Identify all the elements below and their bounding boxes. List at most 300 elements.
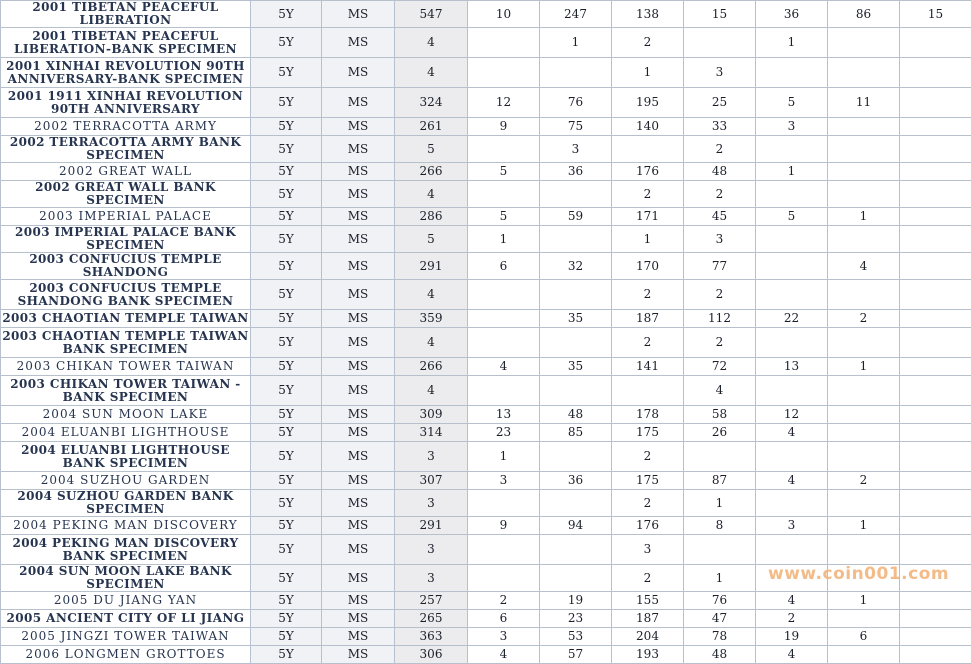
grade-count-cell: 1 [828,517,900,535]
grade-type-cell: MS [322,58,395,88]
denomination-cell: 5Y [251,328,322,358]
grade-count-cell [468,136,540,163]
grade-count-cell [612,376,684,406]
table-row [1,280,971,310]
grade-count-cell [900,28,971,58]
grade-count-cell: 1 [612,226,684,253]
grade-count-cell: 1 [468,442,540,472]
denomination-cell: 5Y [251,406,322,424]
coin-name-cell: 2001 1911 XINHAI REVOLUTION 90TH ANNIVERSARY [1,88,251,118]
table-row [1,181,971,208]
grade-count-cell [756,328,828,358]
grade-count-cell: 13 [756,358,828,376]
grade-count-cell [900,253,971,280]
grade-count-cell: 85 [540,424,612,442]
total-cell: 359 [395,310,468,328]
grade-count-cell: 1 [540,28,612,58]
coin-name-cell: 2003 CHAOTIAN TEMPLE TAIWAN BANK SPECIMEN [1,328,251,358]
grade-count-cell: 76 [540,88,612,118]
table-row [1,406,971,424]
coin-name-cell: 2003 IMPERIAL PALACE [1,208,251,226]
denomination-cell: 5Y [251,490,322,517]
grade-count-cell: 2 [756,610,828,628]
grade-count-cell [900,628,971,646]
grade-count-cell: 178 [612,406,684,424]
grade-count-cell: 2 [612,280,684,310]
watermark: www.coin001.com [768,564,949,584]
coin-name-cell: 2005 DU JIANG YAN [1,592,251,610]
grade-count-cell [468,376,540,406]
table-row [1,28,971,58]
grade-type-cell: MS [322,424,395,442]
grade-count-cell [756,442,828,472]
grade-count-cell: 58 [684,406,756,424]
table-row [1,376,971,406]
grade-type-cell: MS [322,535,395,565]
coin-name-cell: 2003 CHAOTIAN TEMPLE TAIWAN [1,310,251,328]
grade-count-cell: 1 [684,490,756,517]
denomination-cell: 5Y [251,646,322,664]
grade-count-cell: 2 [828,310,900,328]
grade-count-cell: 4 [828,253,900,280]
grade-type-cell: MS [322,376,395,406]
total-cell: 3 [395,442,468,472]
denomination-cell: 5Y [251,310,322,328]
grade-count-cell [756,280,828,310]
grade-count-cell: 4 [756,646,828,664]
denomination-cell: 5Y [251,226,322,253]
total-cell: 266 [395,163,468,181]
grade-count-cell [468,535,540,565]
grade-count-cell: 1 [612,58,684,88]
table-row [1,592,971,610]
grade-count-cell [540,280,612,310]
total-cell: 291 [395,253,468,280]
grade-type-cell: MS [322,226,395,253]
grade-count-cell [900,181,971,208]
grade-count-cell [900,424,971,442]
total-cell: 265 [395,610,468,628]
grade-count-cell [756,58,828,88]
total-cell: 324 [395,88,468,118]
grade-count-cell [900,610,971,628]
denomination-cell: 5Y [251,208,322,226]
grade-count-cell: 2 [684,136,756,163]
grade-type-cell: MS [322,280,395,310]
grade-count-cell: 48 [684,163,756,181]
grade-type-cell: MS [322,118,395,136]
table-row [1,253,971,280]
grade-count-cell: 187 [612,610,684,628]
grade-count-cell [756,490,828,517]
grade-type-cell: MS [322,610,395,628]
grade-count-cell [828,406,900,424]
grade-count-cell [900,136,971,163]
grade-count-cell: 175 [612,424,684,442]
total-cell: 363 [395,628,468,646]
grade-count-cell [540,328,612,358]
table-row [1,58,971,88]
grade-count-cell: 15 [684,1,756,28]
total-cell: 5 [395,136,468,163]
grade-count-cell [468,310,540,328]
grade-count-cell [756,253,828,280]
grade-count-cell: 4 [684,376,756,406]
grade-count-cell: 1 [756,28,828,58]
total-cell: 261 [395,118,468,136]
grade-count-cell [828,610,900,628]
denomination-cell: 5Y [251,535,322,565]
grade-count-cell [900,280,971,310]
coin-name-cell: 2004 ELUANBI LIGHTHOUSE BANK SPECIMEN [1,442,251,472]
coin-name-cell: 2002 TERRACOTTA ARMY [1,118,251,136]
grade-count-cell [900,163,971,181]
coin-name-cell: 2006 LONGMEN GROTTOES [1,646,251,664]
grade-count-cell: 23 [540,610,612,628]
total-cell: 5 [395,226,468,253]
grade-count-cell [756,136,828,163]
grade-count-cell: 48 [540,406,612,424]
grade-count-cell [900,358,971,376]
total-cell: 314 [395,424,468,442]
grade-count-cell: 19 [540,592,612,610]
grade-type-cell: MS [322,646,395,664]
grade-count-cell: 47 [684,610,756,628]
grade-count-cell [468,490,540,517]
coin-name-cell: 2004 SUZHOU GARDEN [1,472,251,490]
grade-type-cell: MS [322,406,395,424]
grade-count-cell [828,376,900,406]
grade-count-cell: 5 [756,88,828,118]
denomination-cell: 5Y [251,58,322,88]
grade-count-cell [828,163,900,181]
total-cell: 4 [395,28,468,58]
grade-count-cell: 9 [468,517,540,535]
coin-name-cell: 2004 PEKING MAN DISCOVERY BANK SPECIMEN [1,535,251,565]
denomination-cell: 5Y [251,1,322,28]
grade-count-cell: 59 [540,208,612,226]
grade-type-cell: MS [322,310,395,328]
grade-type-cell: MS [322,565,395,592]
grade-count-cell: 3 [684,226,756,253]
grade-count-cell: 175 [612,472,684,490]
grade-count-cell: 3 [684,58,756,88]
denomination-cell: 5Y [251,517,322,535]
grade-count-cell: 5 [468,208,540,226]
grade-count-cell: 2 [612,565,684,592]
grade-count-cell: 23 [468,424,540,442]
grade-count-cell: 4 [756,592,828,610]
grade-count-cell: 3 [468,628,540,646]
grade-count-cell: 6 [828,628,900,646]
grade-count-cell [540,226,612,253]
grade-count-cell: 2 [468,592,540,610]
grade-type-cell: MS [322,136,395,163]
grade-count-cell [828,280,900,310]
grade-count-cell: 171 [612,208,684,226]
grade-count-cell: 86 [828,1,900,28]
grade-count-cell [900,406,971,424]
grade-count-cell [540,535,612,565]
grade-count-cell [900,328,971,358]
grade-count-cell [828,490,900,517]
grade-count-cell: 1 [828,592,900,610]
denomination-cell: 5Y [251,88,322,118]
grade-count-cell [540,58,612,88]
coin-name-cell: 2002 GREAT WALL [1,163,251,181]
denomination-cell: 5Y [251,136,322,163]
coin-name-cell: 2005 JINGZI TOWER TAIWAN [1,628,251,646]
grade-count-cell [540,181,612,208]
grade-count-cell: 45 [684,208,756,226]
denomination-cell: 5Y [251,442,322,472]
table-row [1,535,971,565]
grade-count-cell: 77 [684,253,756,280]
grade-type-cell: MS [322,181,395,208]
grade-count-cell [900,208,971,226]
grade-count-cell [900,517,971,535]
total-cell: 3 [395,565,468,592]
grade-count-cell: 140 [612,118,684,136]
grade-type-cell: MS [322,517,395,535]
grade-count-cell: 78 [684,628,756,646]
table-row [1,328,971,358]
total-cell: 266 [395,358,468,376]
coin-name-cell: 2003 CHIKAN TOWER TAIWAN [1,358,251,376]
grade-count-cell: 247 [540,1,612,28]
grade-count-cell [828,58,900,88]
table-row [1,490,971,517]
grade-type-cell: MS [322,592,395,610]
grade-count-cell [900,226,971,253]
denomination-cell: 5Y [251,163,322,181]
grade-count-cell [900,592,971,610]
grade-count-cell: 5 [756,208,828,226]
grade-count-cell: 25 [684,88,756,118]
grade-count-cell: 19 [756,628,828,646]
grade-count-cell: 87 [684,472,756,490]
grade-count-cell [540,376,612,406]
grade-count-cell: 26 [684,424,756,442]
table-row [1,628,971,646]
denomination-cell: 5Y [251,118,322,136]
total-cell: 3 [395,535,468,565]
grade-count-cell: 2 [612,490,684,517]
grade-count-cell: 1 [684,565,756,592]
total-cell: 4 [395,328,468,358]
total-cell: 4 [395,376,468,406]
grade-count-cell: 1 [828,358,900,376]
grade-count-cell: 112 [684,310,756,328]
denomination-cell: 5Y [251,565,322,592]
grade-count-cell: 2 [612,442,684,472]
grade-count-cell: 1 [468,226,540,253]
grade-type-cell: MS [322,253,395,280]
grade-count-cell [468,28,540,58]
total-cell: 286 [395,208,468,226]
grade-count-cell [828,442,900,472]
grade-type-cell: MS [322,28,395,58]
grade-count-cell [468,58,540,88]
total-cell: 257 [395,592,468,610]
grade-count-cell [900,490,971,517]
grade-count-cell: 141 [612,358,684,376]
table-row [1,88,971,118]
grade-count-cell [612,136,684,163]
grade-count-cell: 4 [756,424,828,442]
grade-count-cell [828,136,900,163]
grade-count-cell: 3 [612,535,684,565]
grade-count-cell [756,226,828,253]
coin-name-cell: 2003 CONFUCIUS TEMPLE SHANDONG BANK SPECIMEN [1,280,251,310]
grade-count-cell: 3 [756,118,828,136]
table-row [1,310,971,328]
denomination-cell: 5Y [251,472,322,490]
table-row [1,163,971,181]
total-cell: 4 [395,280,468,310]
denomination-cell: 5Y [251,253,322,280]
denomination-cell: 5Y [251,592,322,610]
table-row [1,136,971,163]
grade-count-cell: 2 [684,280,756,310]
grade-count-cell [828,118,900,136]
grade-count-cell [540,565,612,592]
grade-count-cell: 6 [468,253,540,280]
coin-name-cell: 2001 TIBETAN PEACEFUL LIBERATION [1,1,251,28]
coin-name-cell: 2003 CONFUCIUS TEMPLE SHANDONG [1,253,251,280]
grade-count-cell [900,376,971,406]
grade-count-cell [828,28,900,58]
coin-name-cell: 2004 SUN MOON LAKE [1,406,251,424]
coin-name-cell: 2002 GREAT WALL BANK SPECIMEN [1,181,251,208]
grade-count-cell: 2 [612,328,684,358]
grade-type-cell: MS [322,628,395,646]
coin-name-cell: 2003 CHIKAN TOWER TAIWAN - BANK SPECIMEN [1,376,251,406]
grade-count-cell: 72 [684,358,756,376]
grade-count-cell: 4 [468,358,540,376]
grade-count-cell [468,328,540,358]
table-row [1,610,971,628]
coin-name-cell: 2001 XINHAI REVOLUTION 90TH ANNIVERSARY-BANK SPECIMEN [1,58,251,88]
coin-name-cell: 2004 SUN MOON LAKE BANK SPECIMEN [1,565,251,592]
grade-count-cell: 48 [684,646,756,664]
grade-type-cell: MS [322,163,395,181]
grade-count-cell: 13 [468,406,540,424]
grade-count-cell [468,181,540,208]
grade-count-cell: 2 [612,181,684,208]
grade-count-cell: 8 [684,517,756,535]
grade-count-cell: 155 [612,592,684,610]
grade-type-cell: MS [322,328,395,358]
grade-count-cell: 187 [612,310,684,328]
total-cell: 3 [395,490,468,517]
grade-type-cell: MS [322,490,395,517]
grade-count-cell [900,646,971,664]
table-row [1,208,971,226]
grade-count-cell: 53 [540,628,612,646]
grade-type-cell: MS [322,442,395,472]
total-cell: 4 [395,181,468,208]
grade-type-cell: MS [322,88,395,118]
coin-name-cell: 2001 TIBETAN PEACEFUL LIBERATION-BANK SPECIMEN [1,28,251,58]
denomination-cell: 5Y [251,181,322,208]
grade-count-cell: 1 [756,163,828,181]
grade-count-cell: 1 [828,208,900,226]
grade-count-cell [684,442,756,472]
table-row [1,118,971,136]
grade-count-cell [900,535,971,565]
grade-count-cell: 11 [828,88,900,118]
grade-count-cell: 193 [612,646,684,664]
grade-count-cell: 36 [540,163,612,181]
table-row [1,472,971,490]
grade-count-cell [900,310,971,328]
grade-type-cell: MS [322,1,395,28]
coin-name-cell: 2004 SUZHOU GARDEN BANK SPECIMEN [1,490,251,517]
table-row [1,424,971,442]
grade-count-cell: 170 [612,253,684,280]
grade-count-cell [540,490,612,517]
grade-count-cell [828,535,900,565]
grade-count-cell [756,376,828,406]
grade-count-cell: 5 [468,163,540,181]
denomination-cell: 5Y [251,376,322,406]
grade-count-cell: 57 [540,646,612,664]
total-cell: 4 [395,58,468,88]
table-row [1,517,971,535]
grade-count-cell: 2 [684,328,756,358]
table-row [1,358,971,376]
grade-count-cell [900,472,971,490]
grade-count-cell: 3 [540,136,612,163]
grade-count-cell: 75 [540,118,612,136]
denomination-cell: 5Y [251,280,322,310]
grade-count-cell: 12 [756,406,828,424]
grade-count-cell: 15 [900,1,971,28]
grade-count-cell: 138 [612,1,684,28]
grade-count-cell: 3 [756,517,828,535]
grade-count-cell: 12 [468,88,540,118]
total-cell: 307 [395,472,468,490]
grade-count-cell: 33 [684,118,756,136]
grade-count-cell: 76 [684,592,756,610]
total-cell: 291 [395,517,468,535]
table-row [1,646,971,664]
grade-count-cell: 195 [612,88,684,118]
grade-count-cell [828,328,900,358]
grade-count-cell: 36 [756,1,828,28]
table-row [1,442,971,472]
denomination-cell: 5Y [251,610,322,628]
grade-count-cell [756,535,828,565]
table-row [1,226,971,253]
grade-count-cell: 35 [540,310,612,328]
grade-count-cell [828,646,900,664]
grade-count-cell: 32 [540,253,612,280]
coin-name-cell: 2005 ANCIENT CITY OF LI JIANG [1,610,251,628]
total-cell: 309 [395,406,468,424]
grade-count-cell: 204 [612,628,684,646]
grade-count-cell [900,442,971,472]
grade-count-cell: 4 [756,472,828,490]
grade-count-cell: 35 [540,358,612,376]
grade-type-cell: MS [322,358,395,376]
denomination-cell: 5Y [251,358,322,376]
grade-count-cell [900,58,971,88]
grade-count-cell: 4 [468,646,540,664]
grade-count-cell: 2 [828,472,900,490]
grade-count-cell [468,565,540,592]
